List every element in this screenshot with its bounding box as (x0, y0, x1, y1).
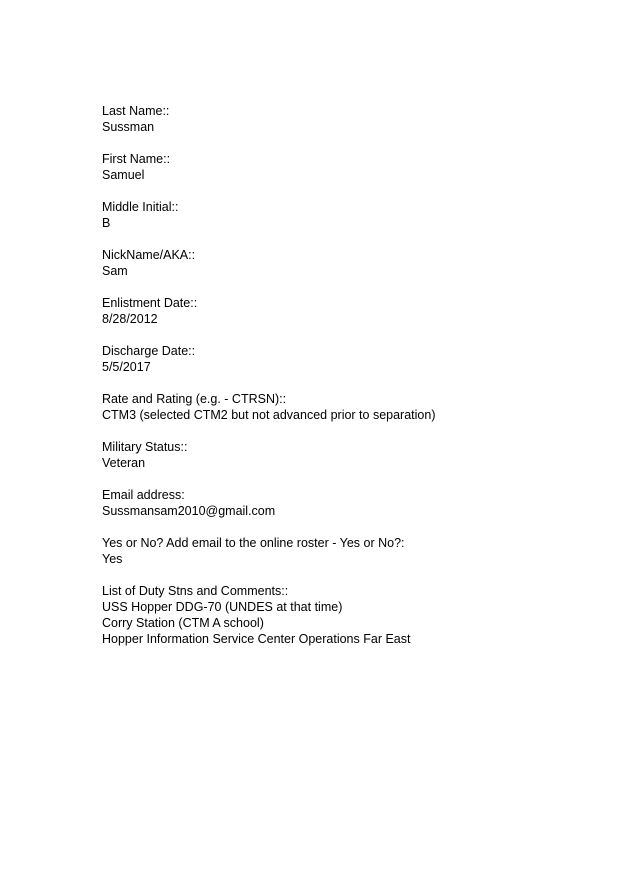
field-value: 8/28/2012 (102, 312, 158, 326)
field-label: Email address: (102, 488, 185, 502)
field-duty-stations (102, 583, 622, 647)
field-value: Samuel (102, 168, 145, 182)
field-first-name (102, 151, 622, 183)
field-value: Veteran (102, 456, 146, 470)
field-label: List of Duty Stns and Comments:: (102, 584, 289, 598)
field-email-address (102, 487, 622, 519)
field-last-name (102, 103, 622, 135)
document-body (102, 103, 622, 663)
field-label: Military Status:: (102, 440, 188, 454)
field-middle-initial (102, 199, 622, 231)
field-label: Last Name:: (102, 104, 170, 118)
field-label: Yes or No? Add email to the online roster - Yes or No?: (102, 536, 405, 550)
field-value: USS Hopper DDG-70 (UNDES at that time) (102, 600, 343, 614)
field-military-status (102, 439, 622, 471)
field-value: Hopper Information Service Center Operations Far East (102, 632, 411, 646)
field-value: Corry Station (CTM A school) (102, 616, 264, 630)
field-enlistment-date (102, 295, 622, 327)
field-label: Middle Initial:: (102, 200, 179, 214)
field-value: Sussman (102, 120, 155, 134)
field-value: Yes (102, 552, 123, 566)
field-label: NickName/AKA:: (102, 248, 196, 262)
field-label: Discharge Date:: (102, 344, 196, 358)
field-value: Sussmansam2010@gmail.com (102, 504, 276, 518)
field-label: First Name:: (102, 152, 171, 166)
field-nickname (102, 247, 622, 279)
field-value: 5/5/2017 (102, 360, 151, 374)
field-label: Enlistment Date:: (102, 296, 198, 310)
field-value: B (102, 216, 111, 230)
field-value: Sam (102, 264, 128, 278)
field-label: Rate and Rating (e.g. - CTRSN):: (102, 392, 287, 406)
field-discharge-date (102, 343, 622, 375)
field-roster-consent (102, 535, 622, 567)
field-rate-and-rating (102, 391, 622, 423)
field-value: CTM3 (selected CTM2 but not advanced prior to separation) (102, 408, 436, 422)
